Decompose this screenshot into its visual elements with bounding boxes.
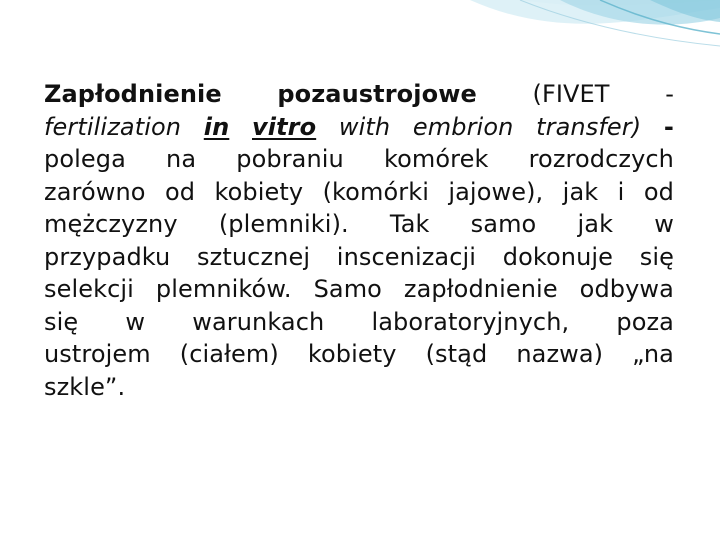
- word: kobiety: [307, 340, 397, 368]
- word: od: [164, 177, 196, 206]
- text-line-2: [44, 111, 674, 144]
- text-line-4: [44, 176, 674, 209]
- word: warunkach: [192, 307, 325, 336]
- word: mężczyzny: [44, 210, 178, 238]
- word: in: [203, 112, 230, 141]
- word: przypadku: [44, 242, 171, 271]
- word: jak: [562, 177, 599, 206]
- word: ustrojem: [44, 340, 151, 368]
- word: dokonuje: [502, 242, 614, 271]
- text-line-7: [44, 273, 674, 306]
- text-line-10: [44, 371, 674, 404]
- word: sztucznej: [197, 242, 311, 271]
- word: selekcji: [44, 275, 134, 303]
- word: (FIVET: [532, 80, 610, 108]
- word: (plemniki).: [218, 210, 349, 238]
- word: Tak: [389, 210, 430, 238]
- word: pozaustrojowe: [277, 80, 477, 108]
- word: with: [338, 112, 391, 141]
- word: kobiety: [214, 177, 304, 206]
- word: się: [44, 307, 79, 336]
- word: polega: [44, 145, 126, 173]
- text-line-8: [44, 306, 674, 339]
- word: inscenizacji: [336, 242, 477, 271]
- text-line-9: [44, 338, 674, 371]
- body-paragraph: [44, 78, 674, 403]
- word: -: [665, 80, 674, 108]
- word: zarówno: [44, 177, 146, 206]
- word: odbywa: [579, 275, 674, 303]
- word: komórek: [383, 145, 489, 173]
- word: na: [166, 145, 197, 173]
- word: Samo: [313, 275, 382, 303]
- word: poza: [616, 307, 674, 336]
- word: (stąd: [425, 340, 488, 368]
- word: vitro: [252, 112, 317, 141]
- word: w: [654, 210, 674, 238]
- word: jajowe),: [448, 177, 544, 206]
- word: samo: [470, 210, 537, 238]
- word: w: [125, 307, 146, 336]
- word: plemników.: [155, 275, 292, 303]
- text-line-6: [44, 241, 674, 274]
- word: nazwa): [516, 340, 604, 368]
- word: laboratoryjnych,: [371, 307, 570, 336]
- text-line-5: [44, 208, 674, 241]
- word: transfer): [536, 112, 642, 141]
- word: pobraniu: [236, 145, 344, 173]
- text-line-3: [44, 143, 674, 176]
- word: embrion: [412, 112, 514, 141]
- word: się: [639, 242, 674, 271]
- word: Zapłodnienie: [44, 80, 222, 108]
- word: i: [617, 177, 625, 206]
- word: „na: [632, 340, 674, 368]
- word: (ciałem): [179, 340, 279, 368]
- word: -: [663, 112, 674, 141]
- word: (komórki: [322, 177, 429, 206]
- word: jak: [577, 210, 614, 238]
- word: rozrodczych: [528, 145, 674, 173]
- word: fertilization: [44, 112, 182, 141]
- text-line-1: [44, 78, 674, 111]
- word: od: [643, 177, 674, 206]
- word: szkle”.: [44, 372, 126, 401]
- word: zapłodnienie: [403, 275, 558, 303]
